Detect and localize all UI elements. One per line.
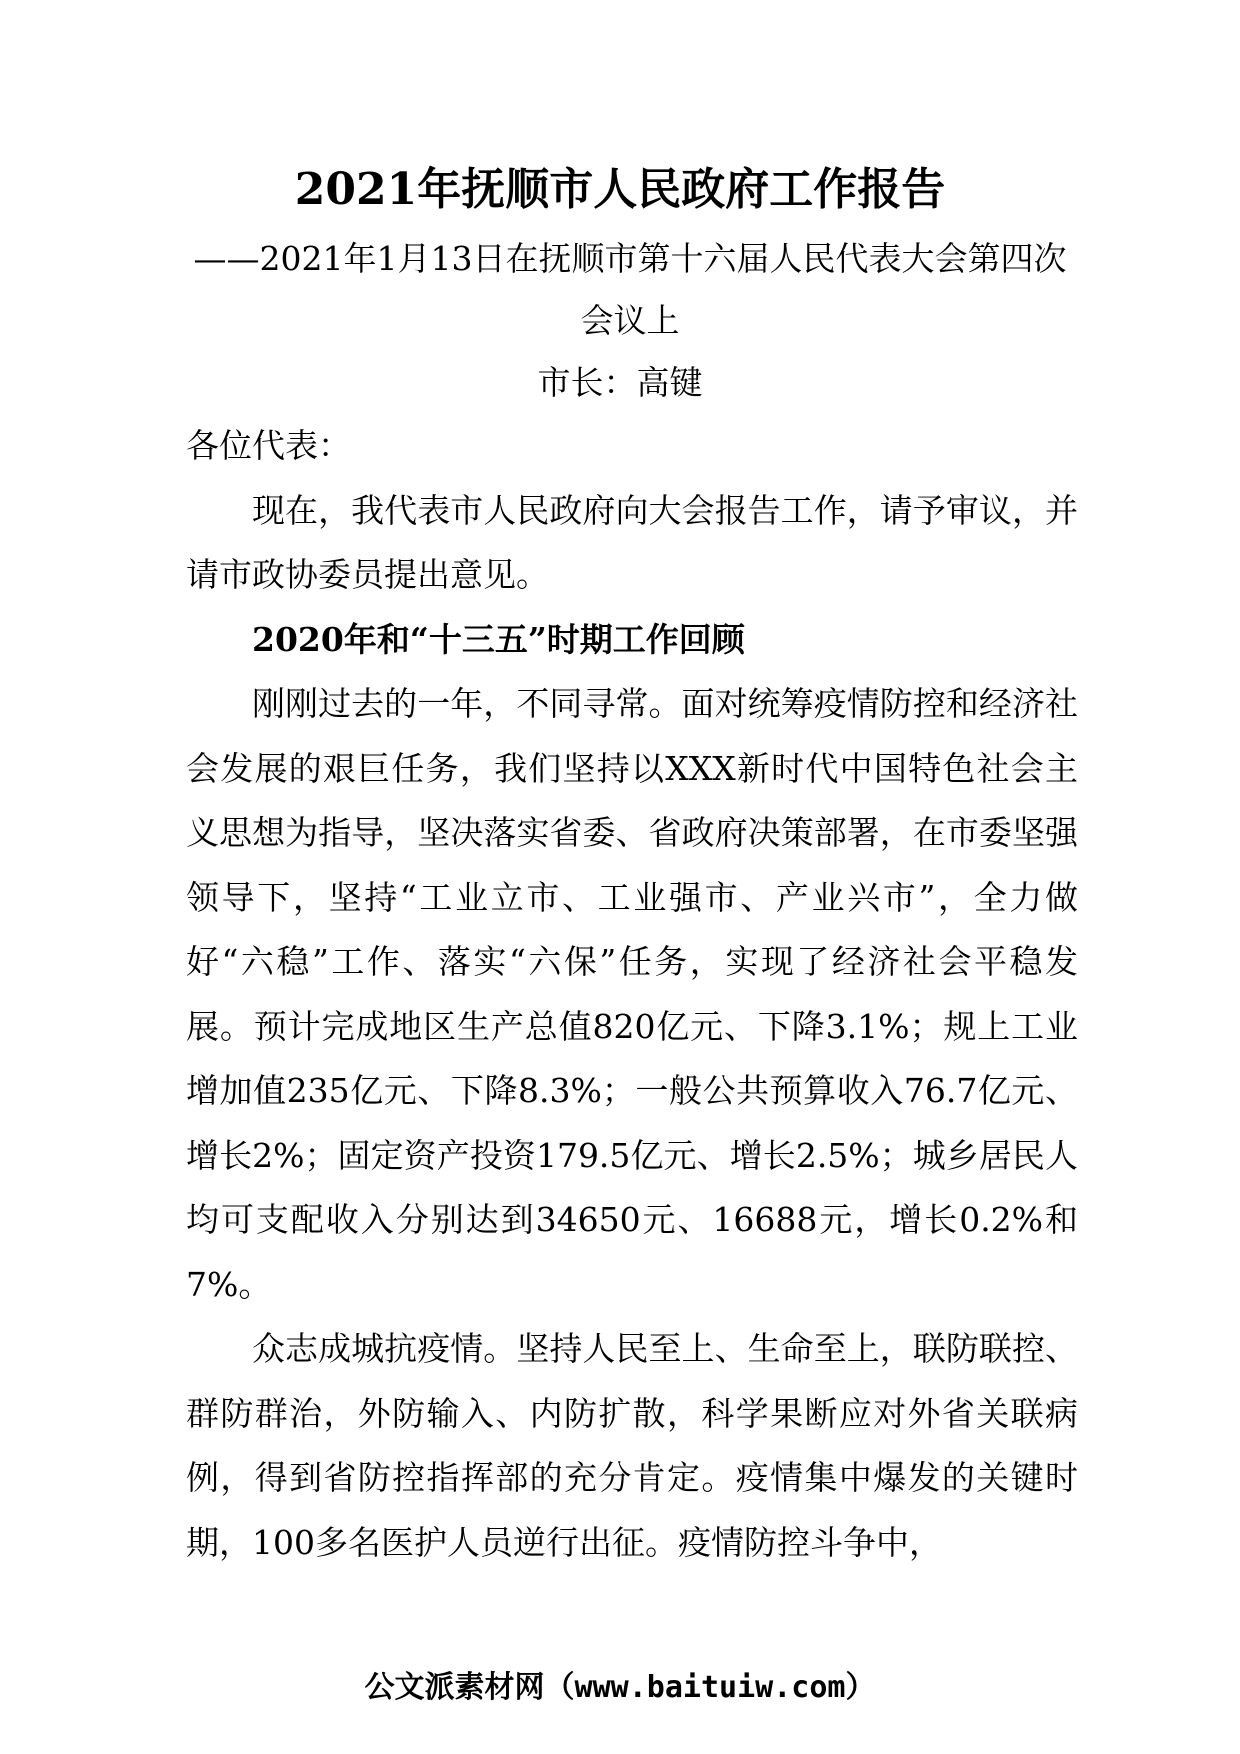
footer-watermark xyxy=(0,1666,1240,1710)
document-body xyxy=(186,414,1078,1575)
document-subtitle: ——2021年1月13日在抚顺市第十六届人民代表大会第四次会议上 xyxy=(193,239,1067,340)
document-byline: 市长：高键 xyxy=(537,363,703,402)
footer-url: （www.baituiw.com） xyxy=(544,1670,876,1705)
footer-label: 公文派素材网 xyxy=(364,1670,545,1705)
salutation: 各位代表： xyxy=(186,426,351,465)
section-heading: 2020年和“十三五”时期工作回顾 xyxy=(252,619,745,659)
paragraph-epidemic: 众志成城抗疫情。坚持人民至上、生命至上，联防联控、群防群治，外防输入、内防扩散，科学果断应对外省关联病例，得到省防控指挥部的充分肯定。疫情集中爆发的关键时期，100多名医护人员逆行出征。疫情防控斗争中， xyxy=(186,1329,1078,1562)
paragraph-review: 刚刚过去的一年，不同寻常。面对统筹疫情防控和经济社会发展的艰巨任务，我们坚持以XXX新时代中国特色社会主义思想为指导，坚决落实省委、省政府决策部署，在市委坚强领导下，坚持“工业立市、工业强市、产业兴市”，全力做好“六稳”工作、落实“六保”任务，实现了经济社会平稳发展。预计完成地区生产总值820亿元、下降3.1%；规上工业增加值235亿元、下降8.3%；一般公共预算收入76.7亿元、增长2%；固定资产投资179.5亿元、增长2.5%；城乡居民人均可支配收入分别达到34650元、16688元，增长0.2%和7%。 xyxy=(186,684,1078,1304)
paragraph-intro: 现在，我代表市人民政府向大会报告工作，请予审议，并请市政协委员提出意见。 xyxy=(186,490,1078,594)
document-title: 2021年抚顺市人民政府工作报告 xyxy=(294,164,946,215)
